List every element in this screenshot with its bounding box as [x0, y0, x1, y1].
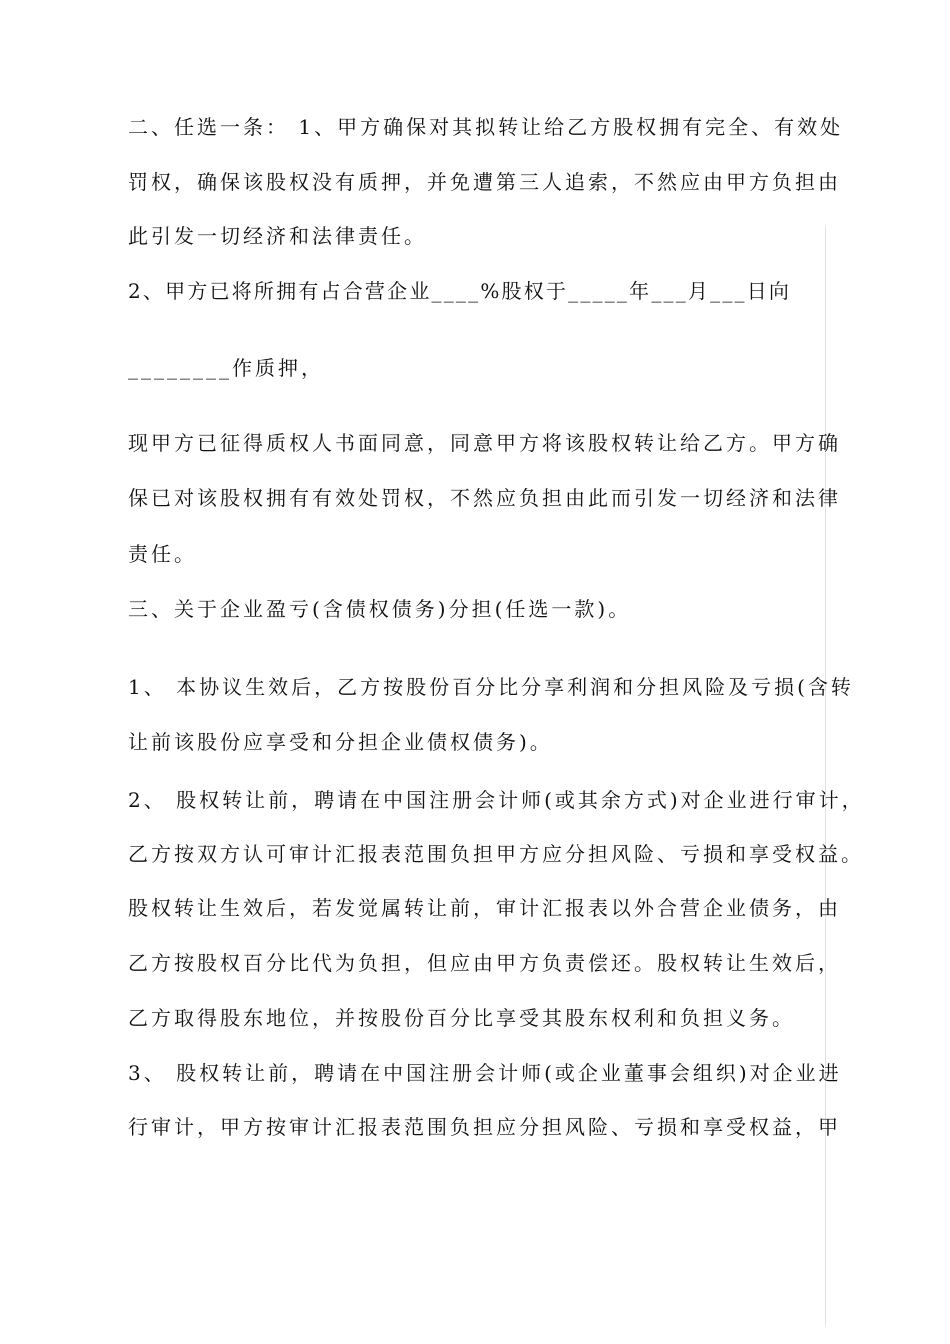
text-line: 罚权，确保该股权没有质押，并免遭第三人追索，不然应由甲方负担由 — [128, 170, 841, 194]
text-line: 现甲方已征得质权人书面同意，同意甲方将该股权转让给乙方。甲方确 — [128, 431, 841, 455]
text-line: 2、 股权转让前，聘请在中国注册会计师(或其余方式)对企业进行审计， — [128, 788, 865, 812]
text-line: 乙方按双方认可审计汇报表范围负担甲方应分担风险、亏损和享受权益。 — [128, 842, 864, 866]
text-line: 2、甲方已将所拥有占合营企业____%股权于_____年___月___日向 — [128, 279, 792, 303]
text-line: 乙方取得股东地位，并按股份百分比享受其股东权利和负担义务。 — [128, 1006, 795, 1030]
text-line: 二、任选一条： 1、甲方确保对其拟转让给乙方股权拥有完全、有效处 — [128, 115, 844, 139]
text-line: 3、 股权转让前，聘请在中国注册会计师(或企业董事会组织)对企业进 — [128, 1061, 842, 1085]
text-line: 乙方按股权百分比代为负担，但应由甲方负责偿还。股权转让生效后， — [128, 951, 841, 975]
text-line: 行审计，甲方按审计汇报表范围负担应分担风险、亏损和享受权益，甲 — [128, 1115, 841, 1139]
text-line: 三、关于企业盈亏(含债权债务)分担(任选一款)。 — [128, 597, 632, 621]
text-line: 保已对该股权拥有有效处罚权，不然应负担由此而引发一切经济和法律 — [128, 486, 841, 510]
text-line: 1、 本协议生效后，乙方按股份百分比分享利润和分担风险及亏损(含转 — [128, 675, 854, 699]
text-line: 股权转让生效后，若发觉属转让前，审计汇报表以外合营企业债务，由 — [128, 896, 841, 920]
text-line: ________作质押， — [128, 356, 324, 380]
text-line: 让前该股份应享受和分担企业债权债务)。 — [128, 730, 553, 754]
text-line: 责任。 — [128, 542, 197, 566]
text-line: 此引发一切经济和法律责任。 — [128, 224, 427, 248]
page-margin-line — [825, 226, 826, 1326]
